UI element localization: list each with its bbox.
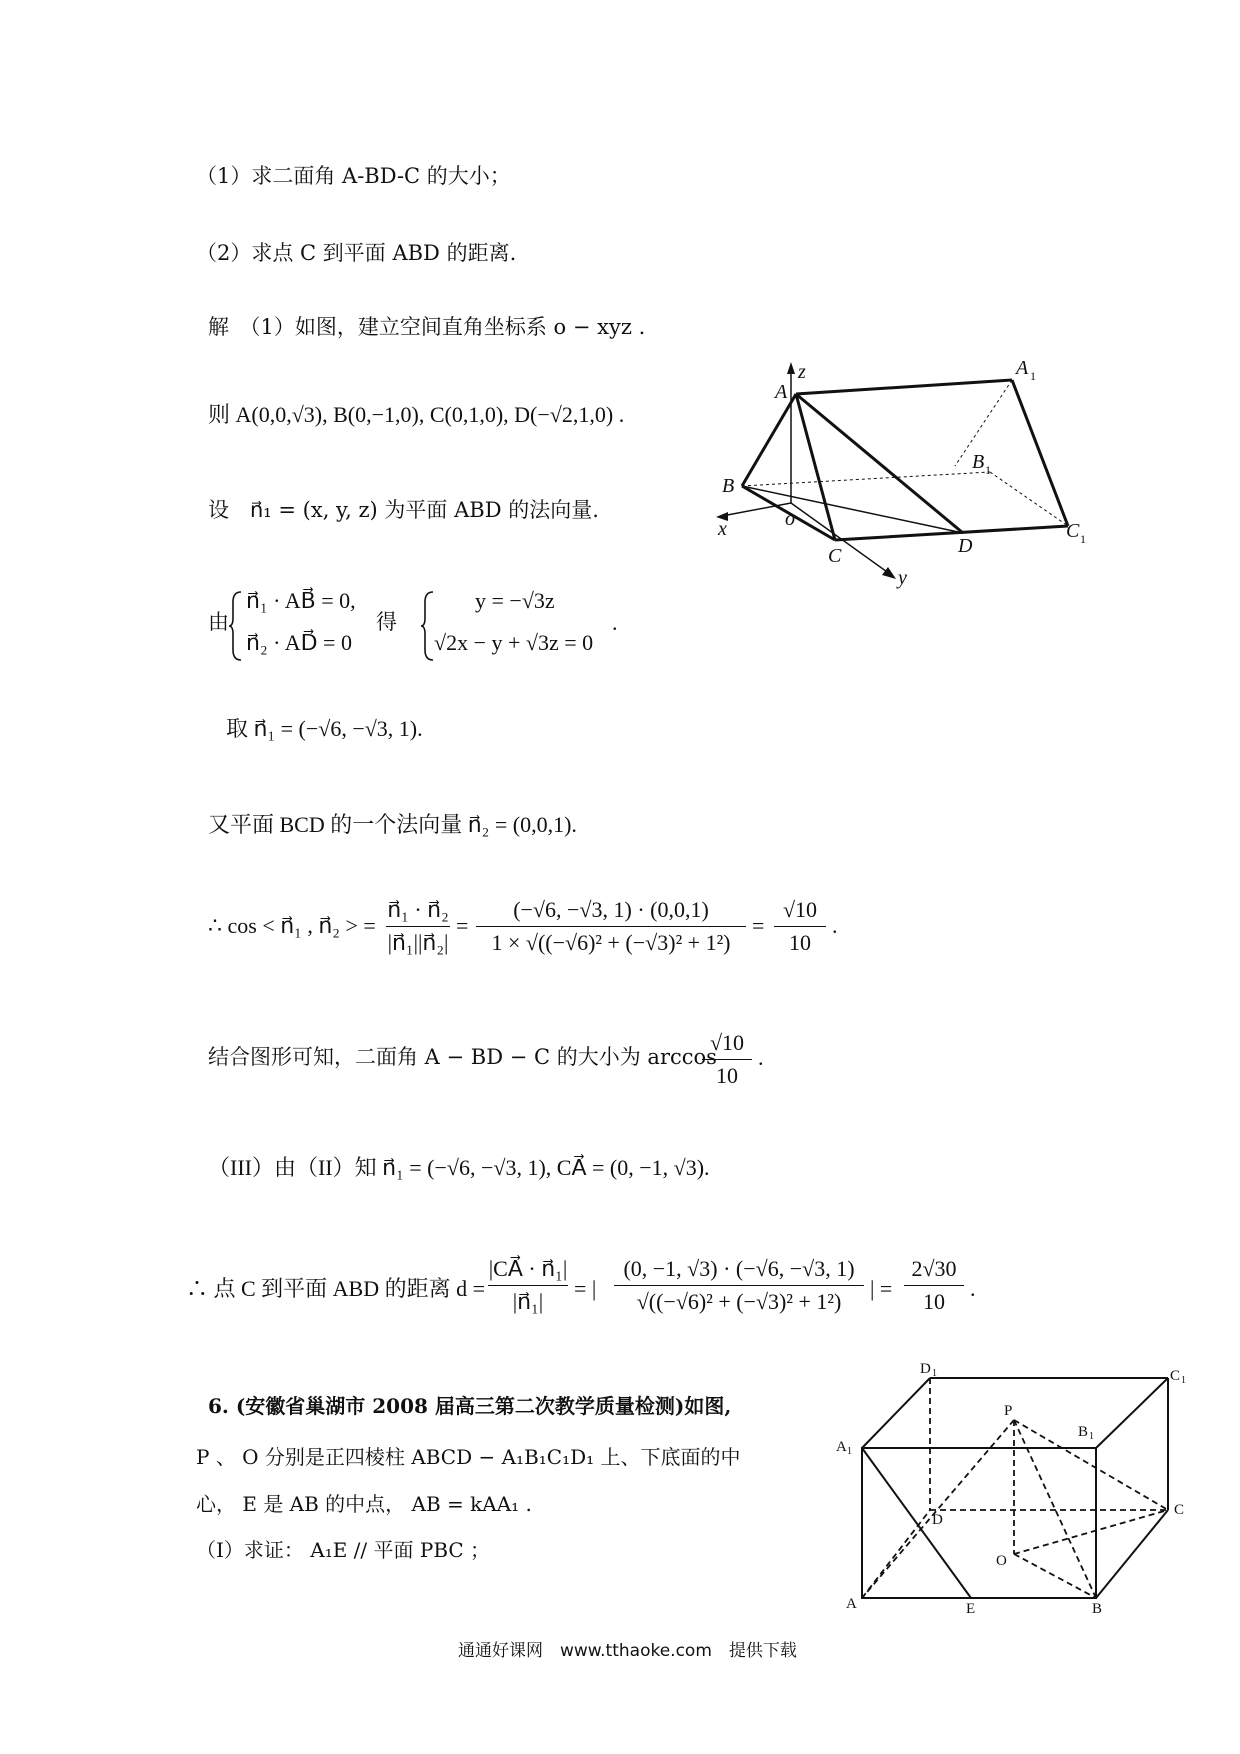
choose-n1: 取 n⃗₁ = (−√6, −√3, 1). bbox=[226, 716, 423, 741]
distance-end: . bbox=[970, 1276, 976, 1301]
result-1: 结合图形可知，二面角 A − BD − C 的大小为 arccos bbox=[208, 1045, 717, 1069]
fig1-label-D: D bbox=[958, 535, 973, 557]
fig1-label-C1-sub: 1 bbox=[1080, 532, 1086, 546]
fig1-label-B1-sub: 1 bbox=[985, 463, 991, 477]
system-eq-4: √2x − y + √3z = 0 bbox=[434, 630, 594, 655]
part-3: （III）由（II）知 n⃗₁ = (−√6, −√3, 1), CA⃗ = (0, −1, √3). bbox=[208, 1155, 710, 1180]
fig2-label-O: O bbox=[996, 1553, 1007, 1569]
distance-eq-2: | = bbox=[870, 1276, 893, 1301]
distance-f2-denominator: √((−√6)² + (−√3)² + 1²) bbox=[636, 1289, 842, 1314]
fig1-label-C: C bbox=[828, 545, 842, 567]
cos-eq-2: = bbox=[752, 913, 765, 938]
fig1-label-A1: A bbox=[1016, 357, 1029, 379]
system-eq-2: n⃗₂ · AD⃗ = 0 bbox=[246, 630, 352, 655]
cos-f3-denominator: 10 bbox=[789, 930, 811, 955]
problem-6-title: 6. (安徽省巢湖市 2008 届高三第二次教学质量检测)如图, bbox=[208, 1394, 732, 1418]
system-prefix: 由 bbox=[208, 610, 229, 634]
system-eq-1: n⃗₁ · AB⃗ = 0, bbox=[246, 588, 356, 613]
distance-lhs: ∴ 点 C 到平面 ABD 的距离 d = bbox=[186, 1276, 486, 1301]
fig2-label-P: P bbox=[1004, 1403, 1013, 1419]
fig2-label-C1-sub: 1 bbox=[1181, 1375, 1186, 1386]
distance-f3-numerator: 2√30 bbox=[911, 1256, 957, 1281]
fig1-label-o: o bbox=[785, 508, 795, 530]
cos-f3-numerator: √10 bbox=[782, 897, 818, 922]
fig1-label-z: z bbox=[798, 361, 806, 383]
question-2: （2）求点 C 到平面 ABD 的距离. bbox=[196, 241, 517, 265]
fig2-label-C: C bbox=[1174, 1502, 1185, 1518]
distance-eq: = | bbox=[574, 1276, 597, 1301]
system-eq-3: y = −√3z bbox=[475, 588, 555, 613]
result-1-denominator: 10 bbox=[716, 1063, 738, 1088]
fig1-label-A: A bbox=[775, 381, 788, 403]
cos-lhs: ∴ cos < n⃗₁ , n⃗₂ > = bbox=[208, 913, 376, 938]
solution-coords: 则 A(0,0,√3), B(0,−1,0), C(0,1,0), D(−√2,1,0) . bbox=[208, 402, 625, 427]
fig1-label-C1: C bbox=[1066, 520, 1080, 542]
fig2-label-A1-sub: 1 bbox=[847, 1446, 852, 1457]
figure-2-edges bbox=[862, 1378, 1168, 1598]
fig2-label-B1-sub: 1 bbox=[1089, 1431, 1094, 1442]
result-1-numerator: √10 bbox=[709, 1030, 745, 1055]
distance-f3-denominator: 10 bbox=[923, 1289, 945, 1314]
solution-intro: 解 （1）如图，建立空间直角坐标系 o − xyz . bbox=[208, 315, 646, 339]
system-end: . bbox=[612, 610, 618, 635]
cos-f2-numerator: (−√6, −√3, 1) · (0,0,1) bbox=[513, 897, 709, 922]
fig1-label-B: B bbox=[722, 475, 735, 497]
fig1-label-A1-sub: 1 bbox=[1030, 369, 1036, 383]
fig2-label-A: A bbox=[846, 1596, 857, 1612]
page-footer: 通通好课网 www.tthaoke.com 提供下载 bbox=[458, 1641, 797, 1661]
distance-f2-numerator: (0, −1, √3) · (−√6, −√3, 1) bbox=[623, 1256, 855, 1281]
distance-f1-denominator: |n⃗₁| bbox=[512, 1289, 544, 1314]
fig1-label-x: x bbox=[718, 518, 727, 540]
fig2-label-D1-sub: 1 bbox=[932, 1368, 937, 1379]
fig2-label-D: D bbox=[932, 1512, 943, 1528]
fig2-label-E: E bbox=[966, 1601, 976, 1617]
distance-f1-numerator: |CA⃗ · n⃗₁| bbox=[488, 1256, 568, 1281]
result-1-end: . bbox=[758, 1045, 764, 1070]
problem-6-line-3: （Ⅰ）求证： A₁E // 平面 PBC ； bbox=[196, 1538, 491, 1562]
fig2-label-D1: D bbox=[920, 1361, 931, 1377]
problem-6-line-2: 心， E 是 AB 的中点， AB = kAA₁ . bbox=[196, 1492, 532, 1516]
fig1-label-y: y bbox=[898, 567, 907, 589]
fig2-label-B1: B bbox=[1078, 1424, 1089, 1440]
cos-f2-denominator: 1 × √((−√6)² + (−√3)² + 1²) bbox=[491, 930, 731, 955]
system-yields: 得 bbox=[376, 610, 397, 634]
fig2-label-B: B bbox=[1092, 1601, 1103, 1617]
fig1-label-B1: B bbox=[972, 451, 985, 473]
question-1: （1）求二面角 A-BD-C 的大小； bbox=[196, 164, 511, 188]
normal-vector-definition: 设 n⃗₁ = (x, y, z) 为平面 ABD 的法向量. bbox=[208, 498, 599, 522]
cos-f1-denominator: |n⃗₁||n⃗₂| bbox=[387, 930, 449, 955]
cos-eq: = bbox=[456, 913, 469, 938]
cos-end: . bbox=[832, 913, 838, 938]
problem-6-line-1: P 、 O 分别是正四棱柱 ABCD − A₁B₁C₁D₁ 上、下底面的中 bbox=[196, 1445, 741, 1469]
fig2-label-A1: A bbox=[836, 1439, 847, 1455]
fig2-label-C1: C bbox=[1170, 1368, 1181, 1384]
cos-f1-numerator: n⃗₁ · n⃗₂ bbox=[387, 897, 449, 922]
normal-n2: 又平面 BCD 的一个法向量 n⃗₂ = (0,0,1). bbox=[208, 812, 577, 837]
